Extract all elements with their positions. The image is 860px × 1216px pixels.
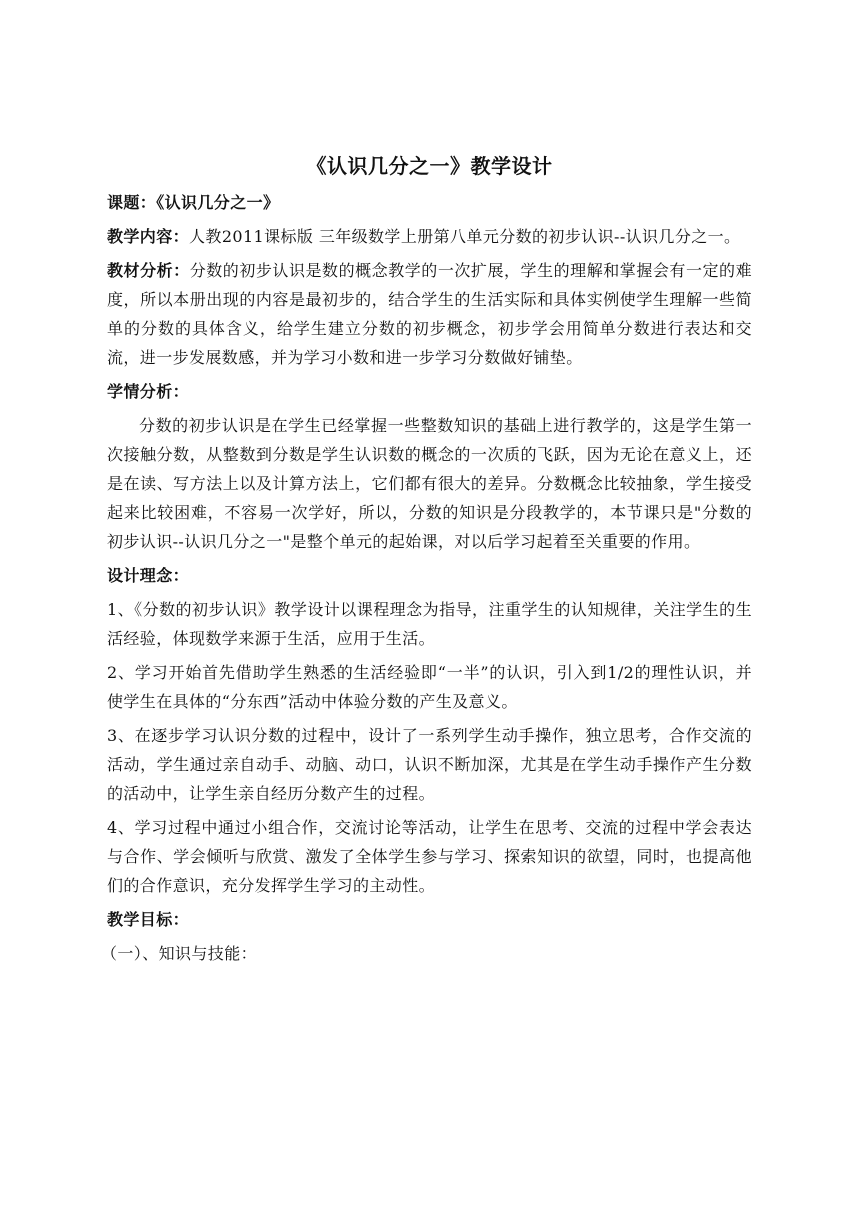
content-text: 人教2011课标版 三年级数学上册第八单元分数的初步认识--认识几分之一。 [189, 227, 741, 246]
knowledge-skills-subheading: （一）、知识与技能： [101, 944, 258, 963]
design-concept-item-4: 4、学习过程中通过小组合作，交流讨论等活动，让学生在思考、交流的过程中学会表达与合作、学会倾听与欣赏、激发了全体学生参与学习、探索知识的欲望，同时，也提高他们的合作意识，充分发挥学生学习的主动性。 [107, 818, 752, 895]
topic-label: 课题： [107, 193, 157, 212]
design-concept-item-2: 2、学习开始首先借助学生熟悉的生活经验即“一半”的认识，引入到1/2的理性认识，并使学生在具体的“分东西”活动中体验分数的产生及意义。 [107, 663, 752, 711]
document-content [101, 140, 752, 973]
teaching-goals-heading: 教学目标： [107, 910, 190, 929]
material-analysis-paragraph [107, 256, 752, 372]
design-concept-item-1: 1、《分数的初步认识》教学设计以课程理念为指导，注重学生的认知规律，关注学生的生活经验，体现数学来源于生活，应用于生活。 [107, 600, 752, 648]
design-concept-item-3: 3、在逐步学习认识分数的过程中，设计了一系列学生动手操作，独立思考，合作交流的活动，学生通过亲自动手、动脑、动口，认识不断加深，尤其是在学生动手操作产生分数的活动中，让学生亲自经历分数产生的过程。 [107, 726, 752, 803]
topic-value: 《认识几分之一》 [156, 193, 280, 212]
material-analysis-label: 教材分析： [107, 261, 190, 280]
topic-line [107, 188, 752, 217]
material-analysis-text: 分数的初步认识是数的概念教学的一次扩展，学生的理解和掌握会有一定的难度，所以本册出现的内容是最初步的，结合学生的生活实际和具体实例使学生理解一些简单的分数的具体含义，给学生建立分数的初步概念，初步学会用简单分数进行表达和交流，进一步发展数感，并为学习小数和进一步学习分数做好铺垫。 [107, 261, 752, 367]
document-title: 《认识几分之一》教学设计 [306, 154, 553, 178]
content-label: 教学内容： [107, 227, 190, 246]
student-analysis-text: 分数的初步认识是在学生已经掌握一些整数知识的基础上进行教学的，这是学生第一次接触分数，从整数到分数是学生认识数的概念的一次质的飞跃，因为无论在意义上，还是在读、写方法上以及计算方法上，它们都有很大的差异。分数概念比较抽象，学生接受起来比较困难，不容易一次学好，所以，分数的知识是分段教学的，本节课只是"分数的初步认识--认识几分之一"是整个单元的起始课，对以后学习起着至关重要的作用。 [107, 416, 752, 551]
design-concept-heading: 设计理念： [107, 566, 190, 585]
student-analysis-heading: 学情分析： [107, 382, 190, 401]
content-paragraph [107, 222, 752, 251]
